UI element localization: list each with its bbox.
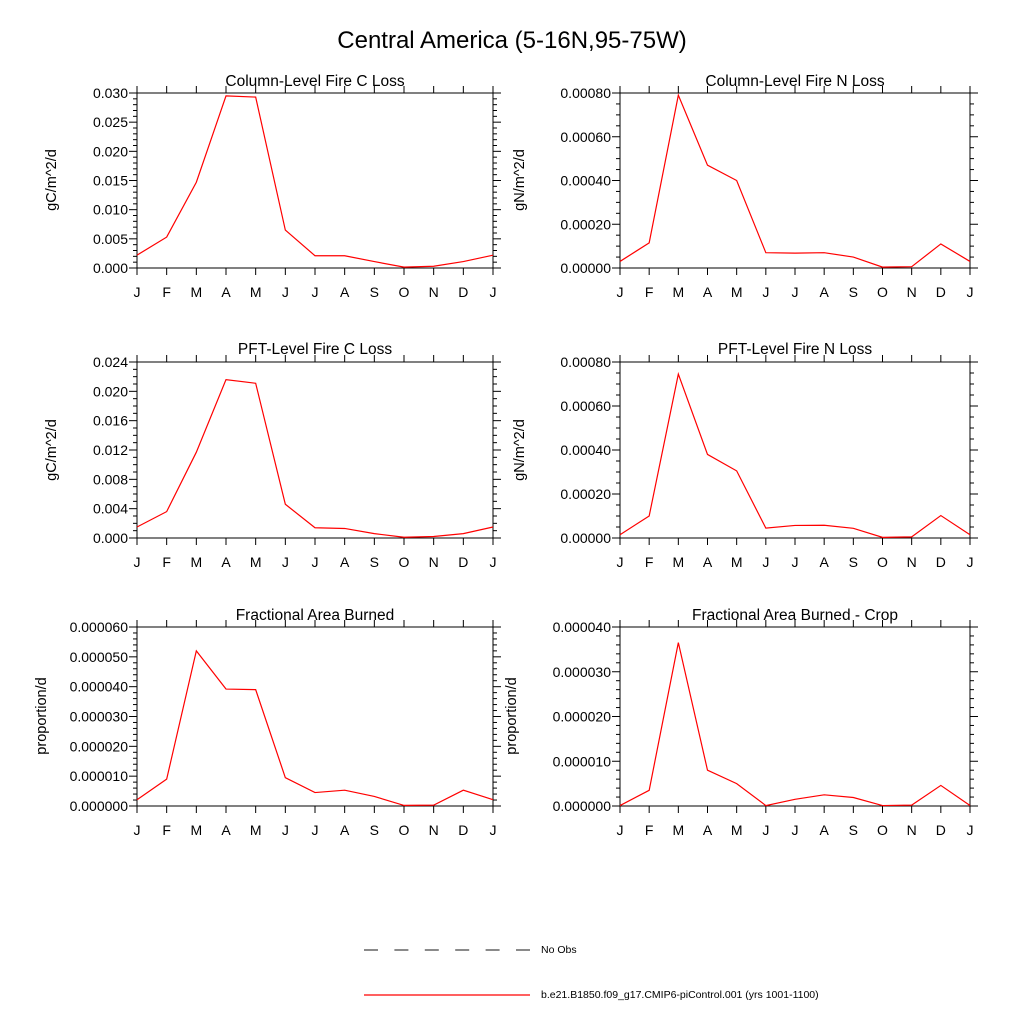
y-tick-label: 0.008: [92, 471, 128, 488]
y-tick-label: 0.000060: [69, 619, 128, 635]
chart-4: [70, 619, 501, 838]
month-label: J: [762, 554, 770, 570]
month-label: J: [281, 554, 289, 570]
month-label: N: [428, 822, 439, 838]
month-label: J: [489, 822, 497, 838]
series-line: [137, 96, 493, 267]
y-tick-label: 0.00060: [560, 398, 611, 414]
month-label: F: [162, 284, 171, 300]
month-label: D: [935, 822, 946, 838]
legend-label-no-obs: No Obs: [541, 944, 577, 956]
month-label: D: [458, 554, 469, 570]
y-tick-label: 0.00020: [560, 486, 611, 502]
month-label: D: [458, 284, 469, 300]
month-label: F: [162, 822, 171, 838]
month-label: M: [249, 554, 262, 570]
month-label: N: [906, 284, 917, 300]
y-tick-label: 0.00080: [560, 85, 611, 101]
month-label: S: [369, 284, 380, 300]
chart-5: [553, 619, 978, 838]
chart-title-fractional-area-burned-crop: Fractional Area Burned - Crop: [692, 607, 898, 624]
month-label: O: [877, 822, 888, 838]
month-label: J: [489, 554, 497, 570]
month-label: J: [966, 822, 974, 838]
month-label: A: [702, 822, 713, 838]
month-label: D: [935, 554, 946, 570]
month-label: A: [339, 284, 350, 300]
month-label: S: [848, 284, 859, 300]
y-tick-label: 0.00020: [560, 216, 611, 233]
month-label: S: [848, 554, 859, 570]
month-label: J: [616, 284, 624, 300]
y-axis-label-0: gC/m^2/d: [44, 149, 60, 211]
y-tick-label: 0.000000: [69, 798, 128, 814]
series-line: [137, 651, 493, 806]
y-tick-label: 0.012: [92, 442, 128, 458]
month-label: J: [281, 284, 289, 300]
month-label: N: [906, 822, 917, 838]
month-label: D: [458, 822, 469, 838]
y-axis-label-2: gC/m^2/d: [44, 419, 60, 481]
month-label: M: [249, 284, 262, 300]
month-label: F: [162, 554, 171, 570]
month-label: A: [221, 284, 231, 300]
y-tick-label: 0.020: [92, 383, 128, 400]
plot-frame: [620, 362, 970, 538]
month-label: J: [791, 554, 799, 570]
month-label: S: [848, 822, 859, 838]
y-tick-label: 0.016: [92, 412, 128, 429]
month-label: F: [644, 822, 654, 838]
y-tick-label: 0.015: [92, 172, 128, 189]
chart-3: [560, 354, 978, 570]
y-tick-label: 0.00000: [560, 260, 611, 276]
month-label: O: [398, 822, 410, 838]
y-tick-label: 0.00080: [560, 354, 611, 370]
month-label: A: [221, 822, 231, 838]
month-label: M: [672, 554, 685, 570]
month-label: M: [249, 822, 262, 838]
y-tick-label: 0.000030: [69, 708, 128, 725]
y-tick-label: 0.020: [92, 143, 128, 160]
month-label: J: [133, 284, 141, 300]
y-tick-label: 0.00040: [560, 442, 611, 458]
month-label: M: [672, 822, 685, 838]
y-tick-label: 0.000040: [552, 619, 611, 635]
y-tick-label: 0.000030: [552, 663, 611, 680]
y-tick-label: 0.000020: [552, 708, 611, 725]
month-label: J: [311, 284, 319, 300]
series-line: [137, 380, 493, 538]
chart-title-column-fire-c-loss: Column-Level Fire C Loss: [225, 73, 405, 90]
y-tick-label: 0.000000: [552, 798, 611, 814]
y-tick-label: 0.00040: [560, 172, 611, 189]
y-tick-label: 0.004: [92, 500, 128, 517]
month-label: A: [339, 554, 350, 570]
y-tick-label: 0.000040: [69, 678, 128, 695]
month-label: M: [190, 822, 203, 838]
y-tick-label: 0.030: [92, 85, 128, 101]
month-label: J: [762, 284, 770, 300]
y-tick-label: 0.00000: [560, 530, 611, 546]
month-label: F: [644, 284, 654, 300]
y-tick-label: 0.000: [92, 530, 128, 546]
month-label: J: [133, 822, 141, 838]
month-label: D: [935, 284, 946, 300]
month-label: J: [616, 822, 624, 838]
plot-frame: [620, 93, 970, 268]
month-label: J: [616, 554, 624, 570]
month-label: J: [311, 554, 319, 570]
month-label: A: [819, 554, 829, 570]
month-label: F: [644, 554, 654, 570]
chart-title-column-fire-n-loss: Column-Level Fire N Loss: [705, 73, 885, 90]
y-axis-label-4: proportion/d: [34, 677, 50, 755]
y-tick-label: 0.00060: [560, 128, 611, 145]
month-label: A: [702, 554, 713, 570]
month-label: N: [906, 554, 917, 570]
month-label: O: [877, 284, 888, 300]
plot-frame: [137, 627, 493, 806]
chart-title-fractional-area-burned: Fractional Area Burned: [235, 607, 395, 624]
plot-frame: [137, 93, 493, 268]
y-tick-label: 0.000010: [69, 768, 128, 785]
chart-title-pft-fire-c-loss: PFT-Level Fire C Loss: [237, 341, 393, 358]
month-label: N: [428, 284, 439, 300]
month-label: S: [369, 554, 380, 570]
plot-frame: [620, 627, 970, 806]
y-tick-label: 0.000: [92, 260, 128, 276]
month-label: M: [730, 554, 743, 570]
month-label: M: [672, 284, 685, 300]
month-label: J: [489, 284, 497, 300]
month-label: J: [281, 822, 289, 838]
chart-title-pft-fire-n-loss: PFT-Level Fire N Loss: [717, 341, 873, 358]
month-label: A: [339, 822, 350, 838]
month-label: J: [966, 284, 974, 300]
y-tick-label: 0.024: [92, 354, 128, 370]
month-label: J: [311, 822, 319, 838]
month-label: M: [190, 284, 203, 300]
month-label: J: [133, 554, 141, 570]
month-label: M: [190, 554, 203, 570]
legend-label-model-run: b.e21.B1850.f09_g17.CMIP6-piControl.001 (yrs 1001-1100): [541, 989, 819, 1001]
y-tick-label: 0.005: [92, 230, 128, 247]
month-label: A: [221, 554, 231, 570]
y-tick-label: 0.000010: [552, 753, 611, 770]
month-label: A: [702, 284, 713, 300]
chart-2: [93, 354, 501, 570]
y-axis-label-1: gN/m^2/d: [512, 149, 528, 211]
month-label: J: [762, 822, 770, 838]
plot-frame: [137, 362, 493, 538]
series-line: [620, 643, 970, 806]
month-label: O: [398, 554, 410, 570]
chart-0: [93, 85, 501, 300]
y-tick-label: 0.010: [92, 201, 128, 218]
month-label: J: [791, 822, 799, 838]
series-line: [620, 374, 970, 537]
month-label: J: [966, 554, 974, 570]
month-label: M: [730, 284, 743, 300]
y-tick-label: 0.025: [92, 114, 128, 131]
series-line: [620, 95, 970, 267]
y-tick-label: 0.000050: [69, 648, 128, 665]
figure-title: Central America (5-16N,95-75W): [337, 27, 687, 54]
month-label: N: [428, 554, 439, 570]
month-label: J: [791, 284, 799, 300]
chart-1: [560, 85, 978, 300]
legend: [364, 950, 530, 995]
month-label: M: [730, 822, 743, 838]
month-label: O: [877, 554, 888, 570]
y-tick-label: 0.000020: [69, 738, 128, 755]
month-label: O: [398, 284, 410, 300]
y-axis-label-3: gN/m^2/d: [512, 419, 528, 481]
y-axis-label-5: proportion/d: [504, 677, 520, 755]
month-label: S: [369, 822, 380, 838]
month-label: A: [819, 822, 829, 838]
month-label: A: [819, 284, 829, 300]
